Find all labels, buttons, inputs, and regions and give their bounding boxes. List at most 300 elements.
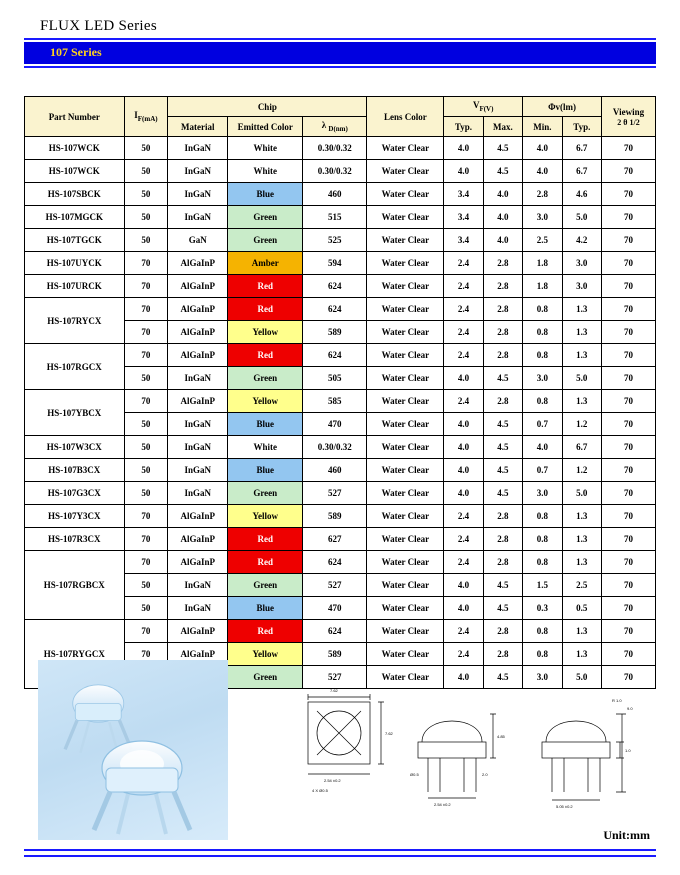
svg-text:7.62: 7.62 xyxy=(385,731,393,736)
cell-iv-min: 4.0 xyxy=(523,137,562,160)
col-emitted-color: Emitted Color xyxy=(228,117,303,137)
cell-material: InGaN xyxy=(168,574,228,597)
cell-viewing-angle: 70 xyxy=(602,344,656,367)
cell-iv-min: 0.8 xyxy=(523,620,562,643)
cell-viewing-angle: 70 xyxy=(602,620,656,643)
svg-text:2.54 ±0.2: 2.54 ±0.2 xyxy=(434,802,451,807)
cell-iv-min: 1.8 xyxy=(523,252,562,275)
table-row xyxy=(25,482,656,505)
cell-wavelength: 594 xyxy=(303,252,367,275)
cell-iv-min: 3.0 xyxy=(523,367,562,390)
cell-viewing-angle: 70 xyxy=(602,206,656,229)
cell-emitted-color: Red xyxy=(228,551,303,574)
table-row xyxy=(25,551,656,574)
unit-label: Unit:mm xyxy=(603,828,650,842)
cell-forward-current: 50 xyxy=(124,436,168,459)
cell-emitted-color: Blue xyxy=(228,413,303,436)
cell-iv-typ: 1.3 xyxy=(562,390,601,413)
cell-vf-typ: 4.0 xyxy=(444,137,483,160)
cell-material: InGaN xyxy=(168,413,228,436)
cell-wavelength: 624 xyxy=(303,620,367,643)
cell-viewing-angle: 70 xyxy=(602,275,656,298)
cell-iv-min: 0.8 xyxy=(523,551,562,574)
table-row xyxy=(25,528,656,551)
cell-forward-current: 70 xyxy=(124,252,168,275)
cell-vf-max: 4.5 xyxy=(483,137,522,160)
cell-material: AlGaInP xyxy=(168,643,228,666)
cell-iv-min: 2.5 xyxy=(523,229,562,252)
divider-bottom-2 xyxy=(24,855,656,857)
cell-forward-current: 70 xyxy=(124,390,168,413)
cell-lens-color: Water Clear xyxy=(367,206,444,229)
cell-lens-color: Water Clear xyxy=(367,551,444,574)
cell-part-number: HS-107UYCK xyxy=(25,252,125,275)
cell-part-number: HS-107WCK xyxy=(25,137,125,160)
cell-lens-color: Water Clear xyxy=(367,620,444,643)
cell-emitted-color: Red xyxy=(228,344,303,367)
col-chip: Chip xyxy=(168,97,367,117)
cell-viewing-angle: 70 xyxy=(602,666,656,689)
cell-vf-max: 4.5 xyxy=(483,436,522,459)
divider-top xyxy=(24,38,656,40)
cell-wavelength: 470 xyxy=(303,413,367,436)
cell-forward-current: 70 xyxy=(124,643,168,666)
cell-lens-color: Water Clear xyxy=(367,298,444,321)
cell-part-number: HS-107RYCX xyxy=(25,298,125,344)
svg-text:7.62: 7.62 xyxy=(330,688,338,693)
cell-material: AlGaInP xyxy=(168,275,228,298)
cell-vf-typ: 4.0 xyxy=(444,459,483,482)
cell-wavelength: 624 xyxy=(303,551,367,574)
svg-text:4.85: 4.85 xyxy=(497,734,505,739)
cell-iv-typ: 4.2 xyxy=(562,229,601,252)
divider-under-banner xyxy=(24,66,656,68)
col-iv-min: Min. xyxy=(523,117,562,137)
cell-part-number: HS-107R3CX xyxy=(25,528,125,551)
cell-emitted-color: Green xyxy=(228,666,303,689)
cell-vf-max: 4.0 xyxy=(483,229,522,252)
cell-iv-typ: 1.3 xyxy=(562,505,601,528)
cell-lens-color: Water Clear xyxy=(367,275,444,298)
cell-forward-current: 50 xyxy=(124,597,168,620)
table-row xyxy=(25,620,656,643)
cell-lens-color: Water Clear xyxy=(367,505,444,528)
cell-vf-typ: 3.4 xyxy=(444,229,483,252)
cell-forward-current: 50 xyxy=(124,160,168,183)
cell-emitted-color: Green xyxy=(228,367,303,390)
table-row xyxy=(25,183,656,206)
cell-material: InGaN xyxy=(168,160,228,183)
cell-viewing-angle: 70 xyxy=(602,321,656,344)
cell-iv-typ: 2.5 xyxy=(562,574,601,597)
cell-vf-typ: 2.4 xyxy=(444,321,483,344)
cell-viewing-angle: 70 xyxy=(602,298,656,321)
led-photo-illustration xyxy=(38,660,228,840)
svg-text:9.0: 9.0 xyxy=(627,706,633,711)
specification-table xyxy=(24,96,656,689)
cell-viewing-angle: 70 xyxy=(602,643,656,666)
col-viewing-angle xyxy=(602,97,656,137)
cell-iv-min: 0.8 xyxy=(523,528,562,551)
cell-wavelength: 0.30/0.32 xyxy=(303,137,367,160)
cell-vf-max: 2.8 xyxy=(483,390,522,413)
col-iv-typ: Typ. xyxy=(562,117,601,137)
cell-iv-typ: 5.0 xyxy=(562,482,601,505)
cell-lens-color: Water Clear xyxy=(367,321,444,344)
svg-text:5.05 ±0.2: 5.05 ±0.2 xyxy=(556,804,573,809)
cell-lens-color: Water Clear xyxy=(367,413,444,436)
cell-vf-typ: 4.0 xyxy=(444,666,483,689)
cell-wavelength: 470 xyxy=(303,597,367,620)
cell-vf-max: 2.8 xyxy=(483,551,522,574)
cell-iv-typ: 5.0 xyxy=(562,206,601,229)
cell-wavelength: 460 xyxy=(303,459,367,482)
cell-vf-typ: 2.4 xyxy=(444,643,483,666)
cell-iv-typ: 6.7 xyxy=(562,160,601,183)
cell-vf-max: 4.5 xyxy=(483,160,522,183)
cell-viewing-angle: 70 xyxy=(602,137,656,160)
cell-iv-min: 1.5 xyxy=(523,574,562,597)
viewing-sub: 2 θ 1/2 xyxy=(617,117,640,127)
cell-vf-max: 4.0 xyxy=(483,183,522,206)
cell-iv-typ: 6.7 xyxy=(562,436,601,459)
cell-emitted-color: Yellow xyxy=(228,390,303,413)
cell-lens-color: Water Clear xyxy=(367,574,444,597)
cell-emitted-color: Blue xyxy=(228,459,303,482)
if-label: I xyxy=(134,110,138,121)
table-row xyxy=(25,206,656,229)
cell-iv-typ: 5.0 xyxy=(562,666,601,689)
cell-iv-typ: 3.0 xyxy=(562,275,601,298)
cell-viewing-angle: 70 xyxy=(602,183,656,206)
cell-vf-max: 2.8 xyxy=(483,298,522,321)
cell-vf-typ: 4.0 xyxy=(444,436,483,459)
cell-vf-max: 2.8 xyxy=(483,528,522,551)
cell-vf-typ: 4.0 xyxy=(444,574,483,597)
cell-viewing-angle: 70 xyxy=(602,252,656,275)
cell-wavelength: 525 xyxy=(303,229,367,252)
cell-iv-typ: 1.3 xyxy=(562,298,601,321)
cell-wavelength: 0.30/0.32 xyxy=(303,160,367,183)
cell-material: InGaN xyxy=(168,367,228,390)
cell-viewing-angle: 70 xyxy=(602,482,656,505)
cell-iv-typ: 1.3 xyxy=(562,528,601,551)
cell-vf-max: 4.5 xyxy=(483,459,522,482)
cell-vf-typ: 2.4 xyxy=(444,528,483,551)
cell-emitted-color: Green xyxy=(228,574,303,597)
svg-text:4 X Ø0.5: 4 X Ø0.5 xyxy=(312,788,328,793)
cell-iv-min: 0.8 xyxy=(523,344,562,367)
cell-forward-current: 50 xyxy=(124,229,168,252)
lambda-sub: D(nm) xyxy=(328,124,348,133)
cell-forward-current: 50 xyxy=(124,459,168,482)
col-lens-color: Lens Color xyxy=(367,97,444,137)
svg-text:R 1.0: R 1.0 xyxy=(612,698,622,703)
cell-iv-typ: 1.3 xyxy=(562,551,601,574)
cell-lens-color: Water Clear xyxy=(367,597,444,620)
cell-material: AlGaInP xyxy=(168,298,228,321)
table-row xyxy=(25,390,656,413)
cell-wavelength: 460 xyxy=(303,183,367,206)
cell-iv-min: 0.8 xyxy=(523,390,562,413)
cell-vf-max: 4.5 xyxy=(483,482,522,505)
cell-vf-max: 4.5 xyxy=(483,574,522,597)
viewing-label: Viewing xyxy=(612,106,645,117)
cell-iv-typ: 4.6 xyxy=(562,183,601,206)
cell-forward-current: 50 xyxy=(124,367,168,390)
cell-wavelength: 624 xyxy=(303,298,367,321)
table-body xyxy=(25,137,656,689)
cell-vf-typ: 4.0 xyxy=(444,482,483,505)
cell-iv-min: 4.0 xyxy=(523,160,562,183)
cell-emitted-color: Blue xyxy=(228,183,303,206)
cell-iv-min: 3.0 xyxy=(523,206,562,229)
cell-iv-min: 4.0 xyxy=(523,436,562,459)
cell-part-number: HS-107B3CX xyxy=(25,459,125,482)
cell-forward-current: 50 xyxy=(124,482,168,505)
cell-wavelength: 589 xyxy=(303,321,367,344)
cell-forward-current: 70 xyxy=(124,505,168,528)
product-photo xyxy=(38,660,228,840)
cell-iv-min: 0.8 xyxy=(523,505,562,528)
cell-vf-typ: 2.4 xyxy=(444,275,483,298)
col-luminous-flux: Φv(lm) xyxy=(523,97,602,117)
table-row xyxy=(25,160,656,183)
cell-material: InGaN xyxy=(168,436,228,459)
cell-lens-color: Water Clear xyxy=(367,160,444,183)
col-vf xyxy=(444,97,523,117)
cell-iv-min: 3.0 xyxy=(523,666,562,689)
cell-emitted-color: White xyxy=(228,137,303,160)
cell-material: InGaN xyxy=(168,137,228,160)
cell-wavelength: 527 xyxy=(303,666,367,689)
cell-iv-min: 2.8 xyxy=(523,183,562,206)
cell-wavelength: 0.30/0.32 xyxy=(303,436,367,459)
cell-part-number: HS-107TGCK xyxy=(25,229,125,252)
cell-emitted-color: Yellow xyxy=(228,643,303,666)
cell-viewing-angle: 70 xyxy=(602,528,656,551)
cell-lens-color: Water Clear xyxy=(367,482,444,505)
cell-vf-max: 2.8 xyxy=(483,620,522,643)
cell-viewing-angle: 70 xyxy=(602,160,656,183)
cell-part-number: HS-107SBCK xyxy=(25,183,125,206)
cell-emitted-color: Green xyxy=(228,482,303,505)
cell-iv-min: 0.7 xyxy=(523,459,562,482)
cell-iv-typ: 0.5 xyxy=(562,597,601,620)
cell-lens-color: Water Clear xyxy=(367,436,444,459)
cell-wavelength: 624 xyxy=(303,275,367,298)
table-row xyxy=(25,275,656,298)
cell-part-number: HS-107Y3CX xyxy=(25,505,125,528)
cell-lens-color: Water Clear xyxy=(367,137,444,160)
cell-emitted-color: Red xyxy=(228,528,303,551)
cell-iv-typ: 1.2 xyxy=(562,459,601,482)
cell-emitted-color: Yellow xyxy=(228,321,303,344)
cell-emitted-color: Green xyxy=(228,229,303,252)
cell-vf-max: 2.8 xyxy=(483,344,522,367)
cell-wavelength: 589 xyxy=(303,643,367,666)
cell-iv-min: 0.3 xyxy=(523,597,562,620)
cell-iv-min: 0.7 xyxy=(523,413,562,436)
cell-lens-color: Water Clear xyxy=(367,252,444,275)
cell-material: AlGaInP xyxy=(168,321,228,344)
cell-vf-max: 4.0 xyxy=(483,206,522,229)
cell-iv-typ: 1.3 xyxy=(562,321,601,344)
table-row xyxy=(25,459,656,482)
cell-iv-typ: 1.3 xyxy=(562,643,601,666)
cell-part-number: HS-107WCK xyxy=(25,160,125,183)
cell-part-number: HS-107YBCX xyxy=(25,390,125,436)
cell-vf-typ: 4.0 xyxy=(444,597,483,620)
cell-material: AlGaInP xyxy=(168,620,228,643)
cell-wavelength: 515 xyxy=(303,206,367,229)
cell-vf-max: 2.8 xyxy=(483,505,522,528)
cell-vf-typ: 4.0 xyxy=(444,367,483,390)
cell-material: AlGaInP xyxy=(168,505,228,528)
cell-lens-color: Water Clear xyxy=(367,528,444,551)
page-title: FLUX LED Series xyxy=(40,18,157,34)
cell-lens-color: Water Clear xyxy=(367,643,444,666)
cell-lens-color: Water Clear xyxy=(367,229,444,252)
col-part-number: Part Number xyxy=(25,97,125,137)
cell-vf-typ: 2.4 xyxy=(444,252,483,275)
if-sub: F(mA) xyxy=(137,114,158,123)
cell-forward-current: 70 xyxy=(124,528,168,551)
cell-lens-color: Water Clear xyxy=(367,390,444,413)
table-row xyxy=(25,436,656,459)
svg-text:1.0: 1.0 xyxy=(625,748,631,753)
col-vf-max: Max. xyxy=(483,117,522,137)
vf-label: V xyxy=(472,100,480,111)
cell-vf-max: 2.8 xyxy=(483,321,522,344)
cell-part-number: HS-107G3CX xyxy=(25,482,125,505)
cell-vf-max: 4.5 xyxy=(483,413,522,436)
cell-emitted-color: Amber xyxy=(228,252,303,275)
cell-material: InGaN xyxy=(168,206,228,229)
table-row xyxy=(25,505,656,528)
cell-emitted-color: Red xyxy=(228,298,303,321)
cell-forward-current: 50 xyxy=(124,206,168,229)
cell-forward-current: 70 xyxy=(124,298,168,321)
cell-part-number: HS-107RYGCX xyxy=(25,620,125,689)
cell-material: InGaN xyxy=(168,597,228,620)
cell-viewing-angle: 70 xyxy=(602,505,656,528)
cell-viewing-angle: 70 xyxy=(602,229,656,252)
cell-vf-typ: 2.4 xyxy=(444,390,483,413)
lambda-label: λ xyxy=(321,120,327,131)
cell-iv-typ: 6.7 xyxy=(562,137,601,160)
cell-vf-typ: 4.0 xyxy=(444,413,483,436)
cell-material: InGaN xyxy=(168,183,228,206)
cell-forward-current: 70 xyxy=(124,321,168,344)
cell-emitted-color: Red xyxy=(228,275,303,298)
cell-wavelength: 589 xyxy=(303,505,367,528)
cell-iv-min: 0.8 xyxy=(523,298,562,321)
cell-material: AlGaInP xyxy=(168,551,228,574)
cell-forward-current: 70 xyxy=(124,275,168,298)
cell-wavelength: 624 xyxy=(303,344,367,367)
cell-viewing-angle: 70 xyxy=(602,390,656,413)
cell-forward-current: 70 xyxy=(124,620,168,643)
cell-wavelength: 527 xyxy=(303,482,367,505)
cell-vf-max: 2.8 xyxy=(483,275,522,298)
cell-iv-typ: 1.3 xyxy=(562,344,601,367)
cell-part-number: HS-107RGBCX xyxy=(25,551,125,620)
cell-vf-max: 4.5 xyxy=(483,666,522,689)
cell-viewing-angle: 70 xyxy=(602,413,656,436)
cell-iv-min: 1.8 xyxy=(523,275,562,298)
cell-material: AlGaInP xyxy=(168,344,228,367)
svg-text:2.54 ±0.2: 2.54 ±0.2 xyxy=(324,778,341,783)
cell-wavelength: 505 xyxy=(303,367,367,390)
cell-vf-max: 4.5 xyxy=(483,597,522,620)
cell-emitted-color: Yellow xyxy=(228,505,303,528)
cell-wavelength: 527 xyxy=(303,574,367,597)
dimension-drawing xyxy=(282,680,654,820)
cell-material: InGaN xyxy=(168,482,228,505)
cell-vf-typ: 2.4 xyxy=(444,298,483,321)
cell-vf-typ: 2.4 xyxy=(444,551,483,574)
cell-viewing-angle: 70 xyxy=(602,436,656,459)
cell-material: AlGaInP xyxy=(168,528,228,551)
series-label: 107 Series xyxy=(50,45,102,59)
cell-wavelength: 585 xyxy=(303,390,367,413)
cell-forward-current: 50 xyxy=(124,413,168,436)
cell-iv-typ: 3.0 xyxy=(562,252,601,275)
svg-text:Ø0.5: Ø0.5 xyxy=(410,772,419,777)
table-row xyxy=(25,344,656,367)
cell-viewing-angle: 70 xyxy=(602,574,656,597)
cell-forward-current: 50 xyxy=(124,574,168,597)
cell-forward-current: 50 xyxy=(124,183,168,206)
cell-part-number: HS-107URCK xyxy=(25,275,125,298)
cell-part-number: HS-107W3CX xyxy=(25,436,125,459)
cell-vf-max: 2.8 xyxy=(483,643,522,666)
cell-viewing-angle: 70 xyxy=(602,459,656,482)
col-forward-current xyxy=(124,97,168,137)
table-row xyxy=(25,298,656,321)
cell-vf-max: 4.5 xyxy=(483,367,522,390)
cell-emitted-color: Red xyxy=(228,620,303,643)
cell-vf-typ: 3.4 xyxy=(444,206,483,229)
cell-part-number: HS-107RGCX xyxy=(25,344,125,390)
cell-forward-current: 50 xyxy=(124,137,168,160)
mechanical-drawing xyxy=(282,680,654,820)
svg-text:2.0: 2.0 xyxy=(482,772,488,777)
cell-lens-color: Water Clear xyxy=(367,367,444,390)
cell-iv-typ: 1.3 xyxy=(562,620,601,643)
table-header xyxy=(25,97,656,137)
cell-emitted-color: Green xyxy=(228,206,303,229)
table-row xyxy=(25,137,656,160)
cell-lens-color: Water Clear xyxy=(367,666,444,689)
cell-viewing-angle: 70 xyxy=(602,551,656,574)
cell-vf-typ: 4.0 xyxy=(444,160,483,183)
cell-lens-color: Water Clear xyxy=(367,183,444,206)
vf-sub: F(V) xyxy=(479,104,494,113)
col-wavelength xyxy=(303,117,367,137)
cell-vf-max: 2.8 xyxy=(483,252,522,275)
cell-vf-typ: 2.4 xyxy=(444,505,483,528)
table-row xyxy=(25,229,656,252)
cell-iv-min: 0.8 xyxy=(523,643,562,666)
cell-emitted-color: Blue xyxy=(228,597,303,620)
cell-iv-typ: 5.0 xyxy=(562,367,601,390)
cell-lens-color: Water Clear xyxy=(367,459,444,482)
cell-vf-typ: 2.4 xyxy=(444,620,483,643)
cell-wavelength: 627 xyxy=(303,528,367,551)
cell-lens-color: Water Clear xyxy=(367,344,444,367)
